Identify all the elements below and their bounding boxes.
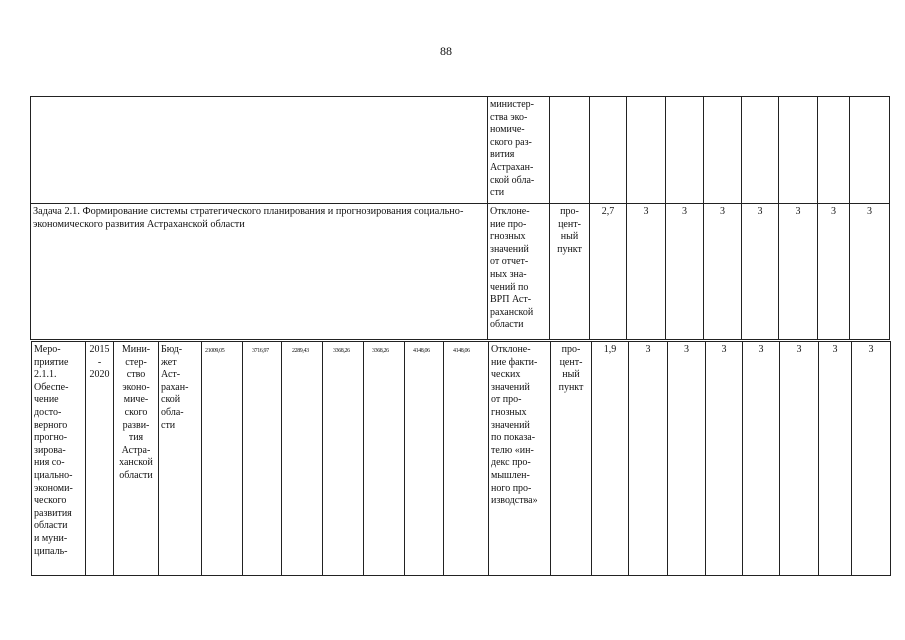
task-value-cell: 3 xyxy=(741,203,779,340)
measure-period-cell: 2015 - 2020 xyxy=(85,341,114,576)
top-row-value-cell xyxy=(741,96,779,204)
measure-value-cell: 3 xyxy=(628,341,668,576)
funding-value: 2289,43 xyxy=(292,348,309,354)
top-row-value-cell xyxy=(817,96,850,204)
task-value-cell: 3 xyxy=(817,203,850,340)
measure-source-cell: Бюд- жет Аст- рахан- ской обла- сти xyxy=(158,341,202,576)
funding-value: 4148,06 xyxy=(413,348,430,354)
top-row-value-cell xyxy=(665,96,704,204)
measure-value-cell: 3 xyxy=(705,341,743,576)
top-row-value-cell xyxy=(703,96,742,204)
measure-value-cell: 3 xyxy=(851,341,891,576)
task-unit-cell: про- цент- ный пункт xyxy=(549,203,590,340)
measure-value-cell: 3 xyxy=(667,341,706,576)
funding-cell xyxy=(363,341,405,576)
task-value-cell: 2,7 xyxy=(589,203,627,340)
measure-value-cell: 3 xyxy=(742,341,780,576)
funding-value: 4148,06 xyxy=(453,348,470,354)
task-value-cell: 3 xyxy=(778,203,818,340)
funding-cell xyxy=(242,341,282,576)
measure-value-cell: 3 xyxy=(779,341,819,576)
top-row-value-cell xyxy=(626,96,666,204)
funding-value: 3716,97 xyxy=(252,348,269,354)
funding-value: 21009,05 xyxy=(205,348,225,354)
top-row-value-cell xyxy=(778,96,818,204)
page-number: 88 xyxy=(440,44,452,58)
top-row-responsible-cell: министер- ства эко- номиче- ского раз- вития Астрахан- ской обла- сти xyxy=(487,96,550,204)
measure-value-cell: 1,9 xyxy=(591,341,629,576)
measure-value-cell: 3 xyxy=(818,341,852,576)
task-value-cell: 3 xyxy=(626,203,666,340)
funding-cell xyxy=(201,341,243,576)
top-row-value-cell xyxy=(849,96,890,204)
measure-unit-cell: про- цент- ный пункт xyxy=(550,341,592,576)
measure-text-cell: Меро- приятие 2.1.1. Обеспе- чение досто- верного прогно- зирова- ния со- циально- экономи- ческого развития области и муни- ципаль- xyxy=(31,341,86,576)
task-text-cell: Задача 2.1. Формирование системы стратегического планирования и прогнозирования социально-экономического развития Астраханской области xyxy=(30,203,488,340)
task-indicator-cell: Отклоне- ние про- гнозных значений от отчет- ных зна- чений по ВРП Аст- раханской области xyxy=(487,203,550,340)
task-value-cell: 3 xyxy=(665,203,704,340)
top-row-empty-cell xyxy=(30,96,488,204)
top-row-value-cell xyxy=(589,96,627,204)
funding-cell xyxy=(443,341,489,576)
measure-executor-cell: Мини- стер- ство эконо- миче- ского разви- тия Астра- ханской области xyxy=(113,341,159,576)
task-value-cell: 3 xyxy=(703,203,742,340)
funding-cell xyxy=(281,341,323,576)
funding-cell xyxy=(322,341,364,576)
top-row-unit-cell xyxy=(549,96,590,204)
funding-value: 3368,26 xyxy=(333,348,350,354)
funding-cell xyxy=(404,341,444,576)
measure-indicator-cell: Отклоне- ние факти- ческих значений от про- гнозных значений по показа- телю «ин- декс про- мышлен- ного про- изводства» xyxy=(488,341,551,576)
task-value-cell: 3 xyxy=(849,203,890,340)
funding-value: 3368,26 xyxy=(372,348,389,354)
